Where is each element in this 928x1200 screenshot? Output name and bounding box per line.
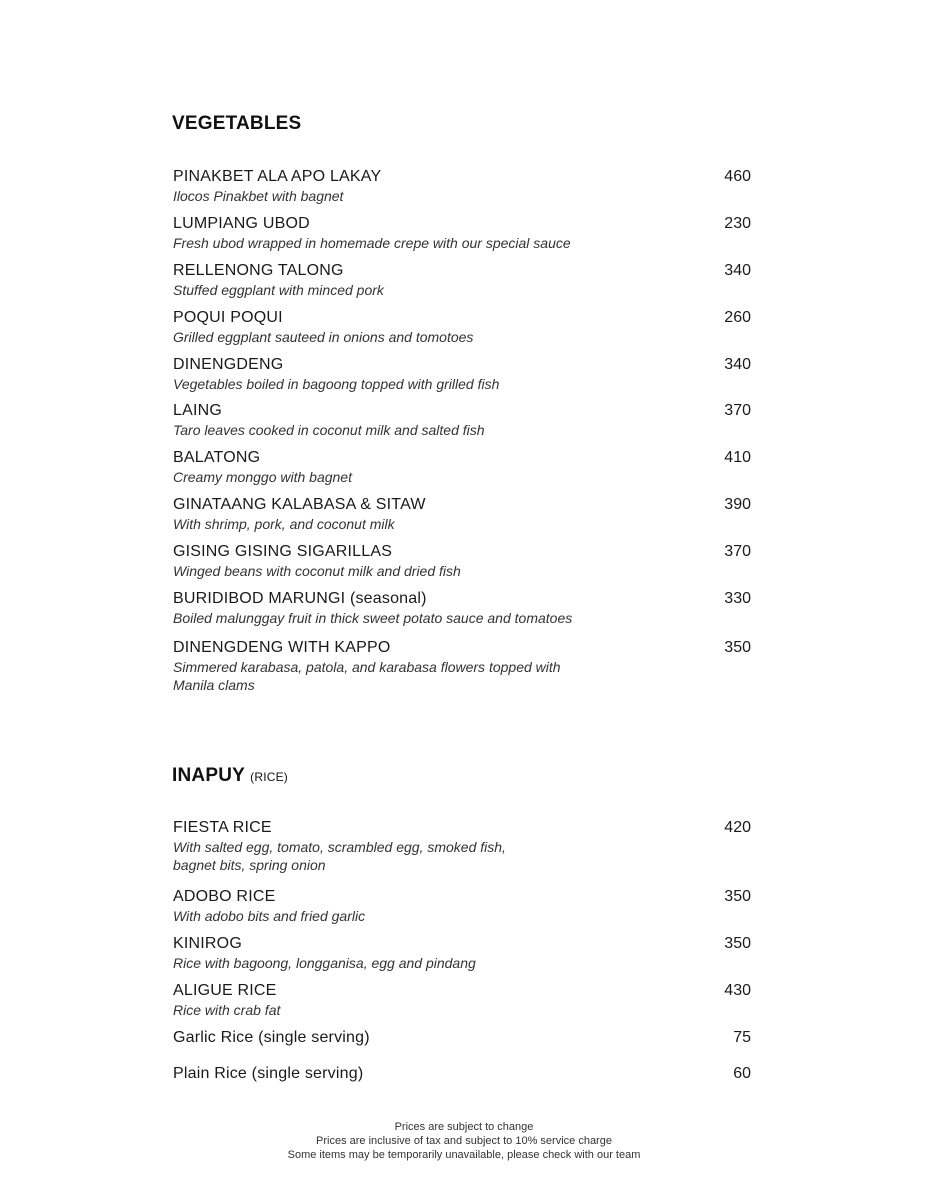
menu-item: [173, 495, 753, 533]
item-name: PINAKBET ALA APO LAKAY: [173, 168, 382, 185]
item-description: Boiled malunggay fruit in thick sweet potato sauce and tomatoes: [173, 610, 573, 626]
menu-item: [173, 308, 753, 346]
item-price: 370: [724, 402, 751, 419]
item-description: Taro leaves cooked in coconut milk and salted fish: [173, 422, 485, 438]
section-title-inapuy: [172, 765, 288, 787]
item-name: LAING: [173, 402, 223, 419]
item-name: DINENGDENG: [173, 356, 284, 373]
item-price: 340: [724, 262, 751, 279]
item-description: Winged beans with coconut milk and dried fish: [173, 563, 461, 579]
menu-item: [173, 167, 753, 205]
item-description: Simmered karabasa, patola, and karabasa flowers topped with Manila clams: [173, 659, 561, 693]
menu-item: [173, 887, 753, 925]
menu-item: [173, 401, 753, 439]
item-name: ALIGUE RICE: [173, 982, 277, 999]
item-name: RELLENONG TALONG: [173, 262, 344, 279]
item-name: POQUI POQUI: [173, 309, 283, 326]
menu-item: [173, 589, 753, 627]
menu-item: [173, 981, 753, 1019]
menu-item: [173, 818, 753, 874]
item-price: 260: [724, 309, 751, 326]
item-price: 330: [724, 590, 751, 607]
item-name: ADOBO RICE: [173, 888, 276, 905]
item-description: Vegetables boiled in bagoong topped with grilled fish: [173, 376, 500, 392]
item-price: 390: [724, 496, 751, 513]
menu-item: [173, 934, 753, 972]
item-price: 460: [724, 168, 751, 185]
section-title-text: INAPUY: [172, 765, 245, 786]
item-price: 230: [724, 215, 751, 232]
item-description: Ilocos Pinakbet with bagnet: [173, 188, 344, 204]
footer-line: Prices are inclusive of tax and subject to 10% service charge: [316, 1135, 612, 1147]
item-price: 340: [724, 356, 751, 373]
item-description: Grilled eggplant sauteed in onions and tomotoes: [173, 329, 474, 345]
item-name: DINENGDENG WITH KAPPO: [173, 639, 391, 656]
item-name: KINIROG: [173, 935, 242, 952]
item-name: LUMPIANG UBOD: [173, 215, 310, 232]
item-price: 410: [724, 449, 751, 466]
menu-item: [173, 261, 753, 299]
menu-item: [173, 214, 753, 252]
menu-item: [173, 1064, 753, 1084]
menu-item: [173, 542, 753, 580]
item-price: 350: [724, 935, 751, 952]
item-price: 350: [724, 888, 751, 905]
menu-item: [173, 448, 753, 486]
menu-item: [173, 355, 753, 393]
footer-line: Prices are subject to change: [394, 1121, 534, 1133]
item-description: Stuffed eggplant with minced pork: [173, 282, 384, 298]
item-price: 75: [733, 1029, 751, 1046]
item-price: 350: [724, 639, 751, 656]
section-title-vegetables: VEGETABLES: [172, 113, 302, 134]
item-description: Fresh ubod wrapped in homemade crepe with our special sauce: [173, 235, 571, 251]
item-name: Plain Rice (single serving): [173, 1065, 364, 1082]
item-description: Rice with bagoong, longganisa, egg and pindang: [173, 955, 476, 971]
item-name: BALATONG: [173, 449, 261, 466]
item-price: 60: [733, 1065, 751, 1082]
item-name: GINATAANG KALABASA & SITAW: [173, 496, 426, 513]
item-name: GISING GISING SIGARILLAS: [173, 543, 393, 560]
item-name: Garlic Rice (single serving): [173, 1029, 370, 1046]
item-description: With adobo bits and fried garlic: [173, 908, 366, 924]
item-description: Creamy monggo with bagnet: [173, 469, 352, 485]
item-description: With salted egg, tomato, scrambled egg, smoked fish, bagnet bits, spring onion: [173, 839, 506, 873]
item-name: FIESTA RICE: [173, 819, 272, 836]
section-subtitle: (RICE): [250, 770, 289, 784]
item-description: With shrimp, pork, and coconut milk: [173, 516, 395, 532]
menu-item: [173, 638, 753, 694]
item-price: 420: [724, 819, 751, 836]
item-description: Rice with crab fat: [173, 1002, 281, 1018]
footer-line: Some items may be temporarily unavailable, please check with our team: [287, 1149, 641, 1161]
footer-notes: [0, 1120, 928, 1162]
menu-item: [173, 1028, 753, 1048]
item-price: 430: [724, 982, 751, 999]
item-price: 370: [724, 543, 751, 560]
item-name: BURIDIBOD MARUNGI (seasonal): [173, 590, 427, 607]
